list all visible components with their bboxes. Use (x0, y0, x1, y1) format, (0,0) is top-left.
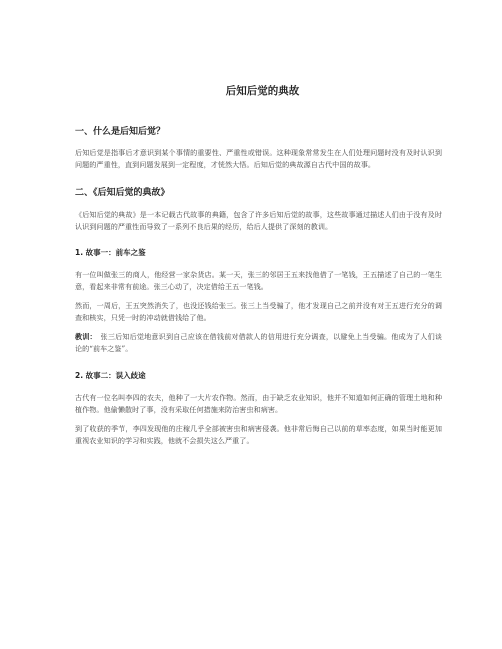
story-2-paragraph-1: 古代有一位名叫李四的农夫，他种了一大片农作物。然而，由于缺乏农业知识，他并不知道如何正确的管理土地和种植作物。他偷懒散时了事，没有采取任何措施来防治害虫和病害。 (75, 393, 442, 414)
story-1-lesson (75, 331, 442, 354)
story-2-paragraph-2: 到了收获的季节，李四发现他的庄稼几乎全部被害虫和病害侵袭。他非常后悔自己以前的草率态度，如果当时能更加重视农业知识的学习和实践，他就不会损失这么严重了。 (75, 424, 442, 445)
story-1-paragraph-2: 然而，一周后，王五突然消失了，也没还钱给张三。张三上当受骗了，他才发现自己之前并没有对王五进行充分的调查和核实，只凭一时的冲动就借钱给了他。 (75, 301, 442, 322)
section-paragraph-what-is: 后知后觉是指事后才意识到某个事情的重要性、严重性或错误。这种现象常常发生在人们处理问题时没有及时认识到问题的严重性，直到问题发展到一定程度，才恍然大悟。后知后觉的典故源自古代中国的故事。 (75, 148, 442, 169)
section-heading-what-is: 一、什么是后知后觉？ (75, 127, 166, 137)
story-heading-1: 1. 故事一：前车之鉴 (75, 248, 146, 257)
section-paragraph-allusion: 《后知后觉的典故》是一本记载古代故事的典籍，包含了许多后知后觉的故事，这些故事通过描述人们由于没有及时认识到问题的严重性而导致了一系列不良后果的经历，给后人提供了深刻的教训。 (75, 210, 442, 231)
page-title: 后知后觉的典故 (225, 85, 300, 97)
lesson-label: 教训： (75, 332, 97, 341)
story-heading-2: 2. 故事二：误入歧途 (75, 371, 146, 380)
section-heading-allusion: 二、《后知后觉的典故》 (75, 188, 170, 198)
lesson-text: 张三后知后觉地意识到自己应该在借钱前对借款人的信用进行充分调查，以避免上当受骗。他成为了人们谈论的“前车之鉴”。 (75, 332, 442, 353)
story-1-paragraph-1: 有一位叫做张三的商人，他经营一家杂货店。某一天，张三的邻居王五来找他借了一笔钱，王五描述了自己的一笔生意，看起来非常有前途。张三心动了，决定借给王五一笔钱。 (75, 270, 442, 291)
